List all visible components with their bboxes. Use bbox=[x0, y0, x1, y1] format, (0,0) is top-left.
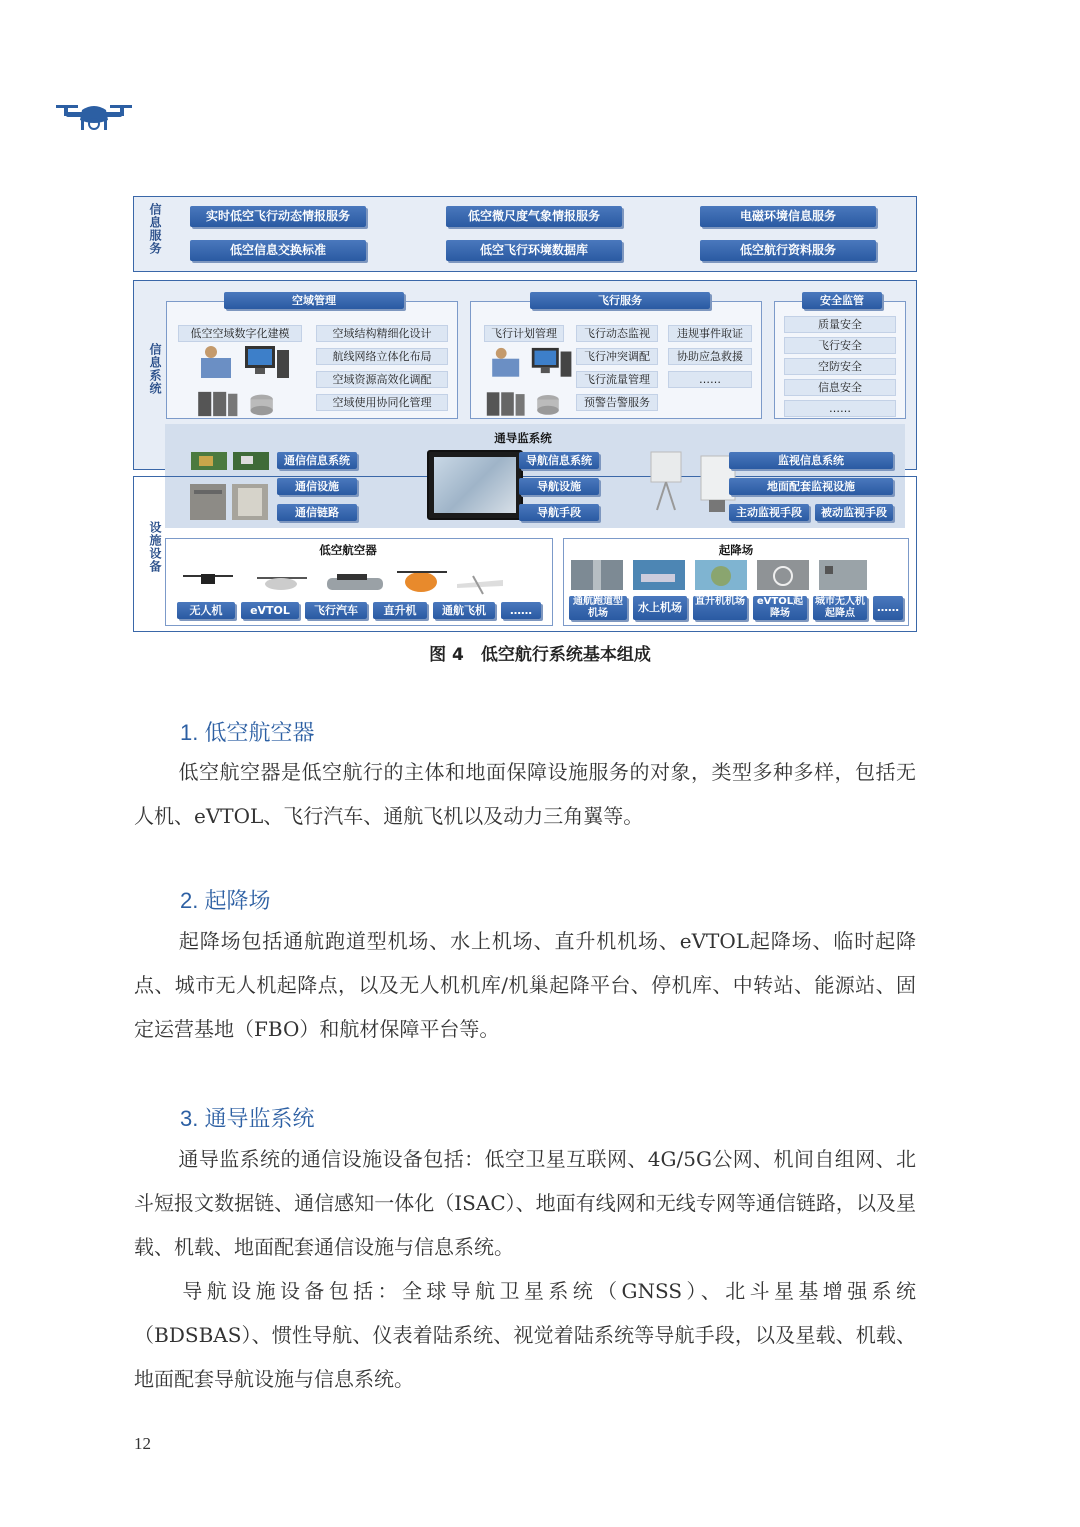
aircraft-item: …… bbox=[501, 602, 541, 619]
section-heading: 2. 起降场 bbox=[180, 888, 271, 913]
flight-item: 飞行计划管理 bbox=[484, 325, 564, 342]
safety-supervision-title: 安全监管 bbox=[802, 292, 882, 309]
page-number: 12 bbox=[134, 1434, 151, 1453]
airport-item: 城市无人机起降点 bbox=[815, 596, 865, 619]
airport-item: …… bbox=[873, 596, 903, 620]
aircraft-row-icon bbox=[177, 566, 507, 600]
flight-item: 违规事件取证 bbox=[668, 325, 752, 342]
section-paragraph: 通导监系统的通信设施设备包括：低空卫星互联网、4G/5G公网、机间自组网、北斗短报文数据链、通信感知一体化（ISAC）、地面有线网和无线专网等通信链路，以及星载、机载、地面配套通信设施与信息系统。 bbox=[134, 1147, 916, 1259]
section-heading: 1. 低空航空器 bbox=[180, 720, 315, 745]
info-service-band bbox=[133, 196, 917, 272]
safety-item: 飞行安全 bbox=[784, 337, 896, 354]
airspace-item: 空域使用协同化管理 bbox=[316, 394, 448, 411]
cns-title: 通导监系统 bbox=[494, 431, 552, 445]
airport-item: 通航跑道型机场 bbox=[569, 596, 627, 620]
info-service-item: 低空航行资料服务 bbox=[700, 240, 876, 261]
nav-info-system: 导航信息系统 bbox=[519, 452, 599, 469]
server-rack-icon bbox=[485, 390, 575, 418]
info-service-item: 低空微尺度气象情报服务 bbox=[446, 206, 622, 227]
info-system-label: 信息系统 bbox=[148, 343, 162, 395]
info-service-item: 低空飞行环境数据库 bbox=[446, 240, 622, 261]
surv-passive-means: 被动监视手段 bbox=[815, 504, 893, 521]
safety-item: 空防安全 bbox=[784, 358, 896, 375]
nav-facility: 导航设施 bbox=[519, 478, 599, 495]
aircraft-item: 通航飞机 bbox=[433, 602, 495, 619]
facilities-label: 设施设备 bbox=[148, 521, 162, 573]
computer-workstation-icon bbox=[193, 340, 293, 390]
aircraft-title: 低空航空器 bbox=[319, 543, 377, 557]
airspace-item: 空域资源高效化调配 bbox=[316, 371, 448, 388]
surv-info-system: 监视信息系统 bbox=[729, 452, 893, 469]
airspace-item: 空域结构精细化设计 bbox=[316, 325, 448, 342]
section-paragraph: 低空航空器是低空航行的主体和地面保障设施服务的对象，类型多种多样，包括无人机、eVTOL、飞行汽车、通航飞机以及动力三角翼等。 bbox=[134, 760, 916, 828]
info-service-label: 信息服务 bbox=[148, 203, 162, 255]
section-paragraph: 起降场包括通航跑道型机场、水上机场、直升机机场、eVTOL起降场、临时起降点、城市无人机起降点，以及无人机机库/机巢起降平台、停机库、中转站、能源站、固定运营基地（FBO）和航材保障平台等。 bbox=[134, 929, 916, 1041]
airport-title: 起降场 bbox=[718, 543, 754, 557]
comm-equipment-icon bbox=[189, 482, 271, 522]
airport-photos-icon bbox=[569, 560, 869, 590]
info-service-item: 电磁环境信息服务 bbox=[700, 206, 876, 227]
airport-item: eVTOL起降场 bbox=[753, 596, 807, 620]
comm-facility: 通信设施 bbox=[277, 478, 357, 495]
aircraft-item: eVTOL bbox=[241, 602, 299, 619]
safety-item: 质量安全 bbox=[784, 316, 896, 333]
flight-item: 飞行动态监视 bbox=[576, 325, 658, 342]
safety-item: 信息安全 bbox=[784, 379, 896, 396]
comm-link: 通信链路 bbox=[277, 504, 357, 521]
flight-item: 协助应急救援 bbox=[668, 348, 752, 365]
flight-item: 飞行冲突调配 bbox=[576, 348, 658, 365]
flight-item: …… bbox=[668, 371, 752, 388]
surv-active-means: 主动监视手段 bbox=[729, 504, 809, 521]
airspace-item: 航线网络立体化布局 bbox=[316, 348, 448, 365]
aircraft-item: 飞行汽车 bbox=[305, 602, 367, 619]
flight-service-title: 飞行服务 bbox=[530, 292, 710, 309]
computer-workstation-icon bbox=[485, 340, 575, 390]
airspace-item: 低空空域数字化建模 bbox=[178, 325, 302, 342]
section-heading: 3. 通导监系统 bbox=[180, 1106, 315, 1131]
drone-logo-icon bbox=[54, 96, 134, 134]
airport-item: 直升机机场 bbox=[693, 596, 747, 620]
circuit-board-icon bbox=[191, 450, 271, 472]
airport-item: 水上机场 bbox=[633, 596, 687, 620]
info-service-item: 实时低空飞行动态情报服务 bbox=[190, 206, 366, 227]
surv-ground-facility: 地面配套监视设施 bbox=[729, 478, 893, 495]
section-paragraph: 导航设施设备包括：全球导航卫星系统（GNSS）、北斗星基增强系统（BDSBAS）、惯性导航、仪表着陆系统、视觉着陆系统等导航手段，以及星载、机载、地面配套导航设施与信息系统。 bbox=[134, 1279, 916, 1391]
info-service-item: 低空信息交换标准 bbox=[190, 240, 366, 261]
safety-item: …… bbox=[784, 400, 896, 417]
navigation-display bbox=[427, 450, 523, 520]
nav-means: 导航手段 bbox=[519, 504, 599, 521]
aircraft-item: 直升机 bbox=[373, 602, 427, 619]
figure-caption: 图 4 低空航行系统基本组成 bbox=[429, 645, 651, 665]
system-composition-figure bbox=[133, 194, 917, 634]
flight-item: 飞行流量管理 bbox=[576, 371, 658, 388]
server-rack-icon bbox=[193, 390, 293, 418]
aircraft-item: 无人机 bbox=[177, 602, 235, 619]
flight-item: 预警告警服务 bbox=[576, 394, 658, 411]
airspace-management-title: 空域管理 bbox=[224, 292, 404, 309]
comm-info-system: 通信信息系统 bbox=[277, 452, 357, 469]
